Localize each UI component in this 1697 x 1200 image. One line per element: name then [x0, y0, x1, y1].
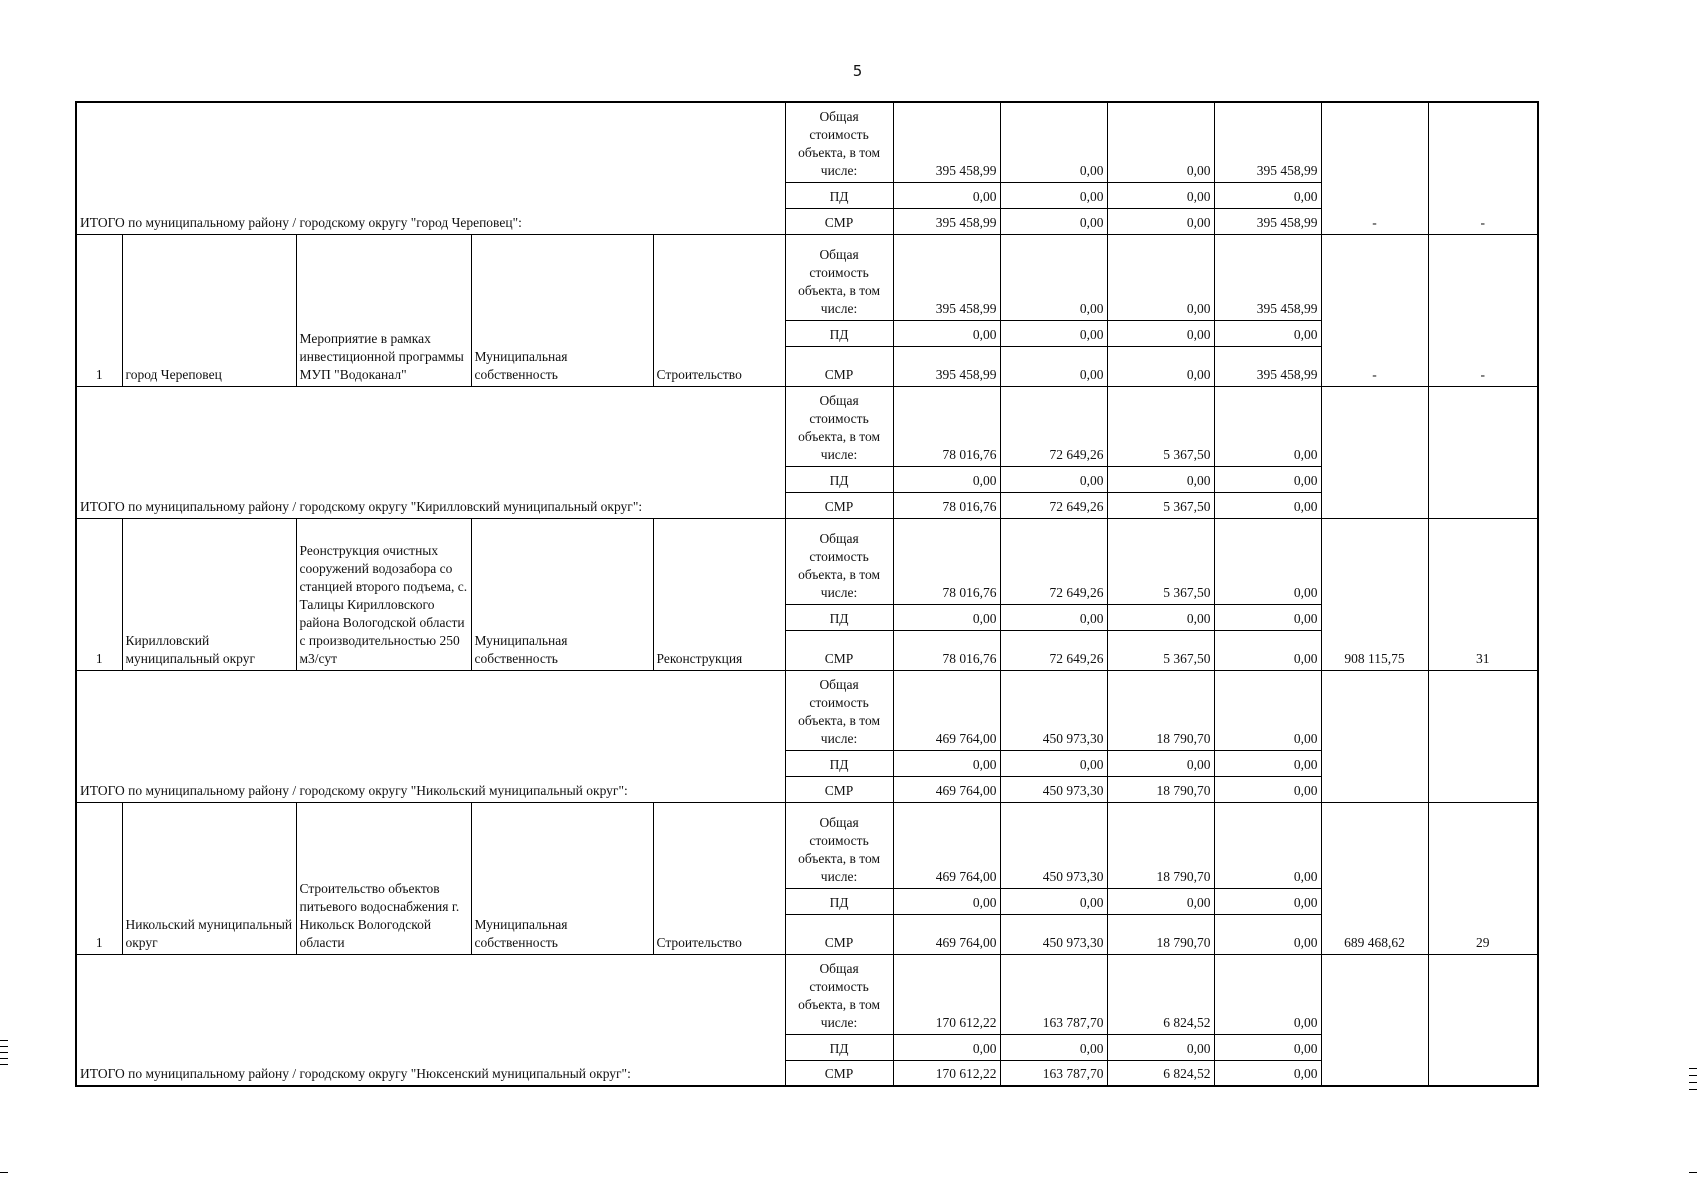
value-cell: 395 458,99 — [1214, 234, 1321, 320]
value-cell: 0,00 — [1107, 346, 1214, 386]
section-total-row — [76, 102, 1538, 182]
value-cell: 450 973,30 — [1000, 802, 1107, 888]
extra-cell — [1321, 386, 1428, 518]
investment-table — [75, 101, 1539, 1087]
value-cell: 170 612,22 — [893, 1060, 1000, 1086]
value-cell: 469 764,00 — [893, 802, 1000, 888]
value-cell: 78 016,76 — [893, 518, 1000, 604]
value-cell: 0,00 — [1107, 320, 1214, 346]
value-cell: 0,00 — [1214, 670, 1321, 750]
value-cell: 0,00 — [1107, 604, 1214, 630]
section-total-label: ИТОГО по муниципальному району / городскому округу "город Череповец": — [76, 102, 785, 234]
object-number: 1 — [76, 234, 122, 386]
value-cell: 395 458,99 — [1214, 346, 1321, 386]
value-cell: 0,00 — [1107, 1034, 1214, 1060]
value-cell: 469 764,00 — [893, 914, 1000, 954]
value-cell: 0,00 — [1000, 466, 1107, 492]
value-cell: 0,00 — [1107, 208, 1214, 234]
object-ownership: Муниципальная собственность — [471, 802, 653, 954]
value-cell: 0,00 — [1000, 604, 1107, 630]
value-cell: 469 764,00 — [893, 776, 1000, 802]
value-cell: 6 824,52 — [1107, 1060, 1214, 1086]
value-cell: 0,00 — [1214, 386, 1321, 466]
object-ownership: Муниципальная собственность — [471, 518, 653, 670]
value-cell: 0,00 — [1000, 102, 1107, 182]
value-cell: 0,00 — [893, 1034, 1000, 1060]
value-cell: 0,00 — [1214, 776, 1321, 802]
pd-label: ПД — [785, 182, 893, 208]
value-cell: 0,00 — [1107, 750, 1214, 776]
value-cell: 72 649,26 — [1000, 492, 1107, 518]
object-territory: город Череповец — [122, 234, 296, 386]
smr-label: СМР — [785, 208, 893, 234]
scan-edge-marks-left — [0, 1040, 8, 1070]
object-ownership: Муниципальная собственность — [471, 234, 653, 386]
extra-cell: - — [1321, 102, 1428, 234]
value-cell: 18 790,70 — [1107, 776, 1214, 802]
smr-label: СМР — [785, 492, 893, 518]
extra-cell: 29 — [1428, 802, 1538, 954]
value-cell: 395 458,99 — [893, 208, 1000, 234]
object-number: 1 — [76, 802, 122, 954]
object-row — [76, 802, 1538, 888]
extra-cell: 31 — [1428, 518, 1538, 670]
value-cell: 0,00 — [1214, 802, 1321, 888]
pd-label: ПД — [785, 888, 893, 914]
value-cell: 170 612,22 — [893, 954, 1000, 1034]
value-cell: 395 458,99 — [1214, 208, 1321, 234]
value-cell: 450 973,30 — [1000, 776, 1107, 802]
section-total-label: ИТОГО по муниципальному району / городскому округу "Нюксенский муниципальный округ": — [76, 954, 785, 1086]
total-cost-label: Общая стоимость объекта, в том числе: — [785, 670, 893, 750]
extra-cell — [1321, 670, 1428, 802]
value-cell: 5 367,50 — [1107, 518, 1214, 604]
value-cell: 395 458,99 — [893, 346, 1000, 386]
value-cell: 0,00 — [893, 466, 1000, 492]
value-cell: 0,00 — [893, 604, 1000, 630]
value-cell: 78 016,76 — [893, 492, 1000, 518]
smr-label: СМР — [785, 1060, 893, 1086]
object-work-type: Реконструкция — [653, 518, 785, 670]
value-cell: 0,00 — [1000, 750, 1107, 776]
value-cell: 0,00 — [1000, 234, 1107, 320]
object-territory: Никольский муниципальный округ — [122, 802, 296, 954]
value-cell: 450 973,30 — [1000, 914, 1107, 954]
total-cost-label: Общая стоимость объекта, в том числе: — [785, 954, 893, 1034]
value-cell: 18 790,70 — [1107, 670, 1214, 750]
pd-label: ПД — [785, 320, 893, 346]
pd-label: ПД — [785, 466, 893, 492]
value-cell: 0,00 — [1214, 1034, 1321, 1060]
value-cell: 0,00 — [1107, 102, 1214, 182]
object-name: Мероприятие в рамках инвестиционной программы МУП "Водоканал" — [296, 234, 471, 386]
total-cost-label: Общая стоимость объекта, в том числе: — [785, 102, 893, 182]
total-cost-label: Общая стоимость объекта, в том числе: — [785, 518, 893, 604]
extra-cell: - — [1428, 234, 1538, 386]
object-territory: Кирилловский муниципальный округ — [122, 518, 296, 670]
value-cell: 395 458,99 — [1214, 102, 1321, 182]
object-name: Строительство объектов питьевого водоснабжения г. Никольск Вологодской области — [296, 802, 471, 954]
pd-label: ПД — [785, 1034, 893, 1060]
value-cell: 78 016,76 — [893, 386, 1000, 466]
scan-edge-mark — [0, 1172, 8, 1173]
value-cell: 0,00 — [1107, 466, 1214, 492]
value-cell: 0,00 — [1214, 466, 1321, 492]
pd-label: ПД — [785, 750, 893, 776]
value-cell: 0,00 — [1000, 182, 1107, 208]
extra-cell: - — [1321, 234, 1428, 386]
pd-label: ПД — [785, 604, 893, 630]
smr-label: СМР — [785, 346, 893, 386]
value-cell: 0,00 — [1000, 208, 1107, 234]
value-cell: 78 016,76 — [893, 630, 1000, 670]
value-cell: 0,00 — [1214, 604, 1321, 630]
section-total-row — [76, 954, 1538, 1034]
extra-cell — [1321, 954, 1428, 1086]
value-cell: 5 367,50 — [1107, 630, 1214, 670]
value-cell: 395 458,99 — [893, 102, 1000, 182]
smr-label: СМР — [785, 914, 893, 954]
value-cell: 0,00 — [1214, 1060, 1321, 1086]
object-number: 1 — [76, 518, 122, 670]
value-cell: 0,00 — [1000, 346, 1107, 386]
section-total-label: ИТОГО по муниципальному району / городскому округу "Никольский муниципальный округ": — [76, 670, 785, 802]
value-cell: 18 790,70 — [1107, 802, 1214, 888]
value-cell: 0,00 — [893, 888, 1000, 914]
value-cell: 0,00 — [1214, 630, 1321, 670]
value-cell: 469 764,00 — [893, 670, 1000, 750]
value-cell: 450 973,30 — [1000, 670, 1107, 750]
value-cell: 0,00 — [893, 320, 1000, 346]
value-cell: 0,00 — [1214, 518, 1321, 604]
value-cell: 6 824,52 — [1107, 954, 1214, 1034]
total-cost-label: Общая стоимость объекта, в том числе: — [785, 386, 893, 466]
section-total-row — [76, 386, 1538, 466]
value-cell: 395 458,99 — [893, 234, 1000, 320]
scan-edge-mark — [1689, 1172, 1697, 1173]
object-work-type: Строительство — [653, 234, 785, 386]
value-cell: 72 649,26 — [1000, 518, 1107, 604]
extra-cell — [1428, 954, 1538, 1086]
extra-cell: - — [1428, 102, 1538, 234]
value-cell: 0,00 — [1107, 182, 1214, 208]
smr-label: СМР — [785, 630, 893, 670]
value-cell: 0,00 — [1214, 888, 1321, 914]
extra-cell: 689 468,62 — [1321, 802, 1428, 954]
value-cell: 18 790,70 — [1107, 914, 1214, 954]
object-name: Реонструкция очистных сооружений водозабора со станцией второго подъема, с. Талицы Кирилловского района Вологодской области с производительностью 250 м3/сут — [296, 518, 471, 670]
value-cell: 0,00 — [1000, 1034, 1107, 1060]
value-cell: 163 787,70 — [1000, 954, 1107, 1034]
extra-cell — [1428, 386, 1538, 518]
smr-label: СМР — [785, 776, 893, 802]
value-cell: 0,00 — [1000, 888, 1107, 914]
value-cell: 0,00 — [1214, 954, 1321, 1034]
section-total-label: ИТОГО по муниципальному району / городскому округу "Кирилловский муниципальный округ": — [76, 386, 785, 518]
value-cell: 0,00 — [1214, 750, 1321, 776]
value-cell: 72 649,26 — [1000, 630, 1107, 670]
value-cell: 0,00 — [1214, 492, 1321, 518]
total-cost-label: Общая стоимость объекта, в том числе: — [785, 802, 893, 888]
value-cell: 5 367,50 — [1107, 492, 1214, 518]
scan-edge-marks-right — [1689, 1068, 1697, 1096]
object-work-type: Строительство — [653, 802, 785, 954]
value-cell: 0,00 — [893, 182, 1000, 208]
value-cell: 0,00 — [893, 750, 1000, 776]
object-row — [76, 518, 1538, 604]
extra-cell — [1428, 670, 1538, 802]
value-cell: 0,00 — [1214, 182, 1321, 208]
value-cell: 0,00 — [1107, 888, 1214, 914]
object-row — [76, 234, 1538, 320]
value-cell: 0,00 — [1214, 914, 1321, 954]
value-cell: 163 787,70 — [1000, 1060, 1107, 1086]
value-cell: 5 367,50 — [1107, 386, 1214, 466]
extra-cell: 908 115,75 — [1321, 518, 1428, 670]
section-total-row — [76, 670, 1538, 750]
page-number: 5 — [852, 62, 863, 80]
value-cell: 0,00 — [1214, 320, 1321, 346]
value-cell: 72 649,26 — [1000, 386, 1107, 466]
value-cell: 0,00 — [1107, 234, 1214, 320]
total-cost-label: Общая стоимость объекта, в том числе: — [785, 234, 893, 320]
value-cell: 0,00 — [1000, 320, 1107, 346]
